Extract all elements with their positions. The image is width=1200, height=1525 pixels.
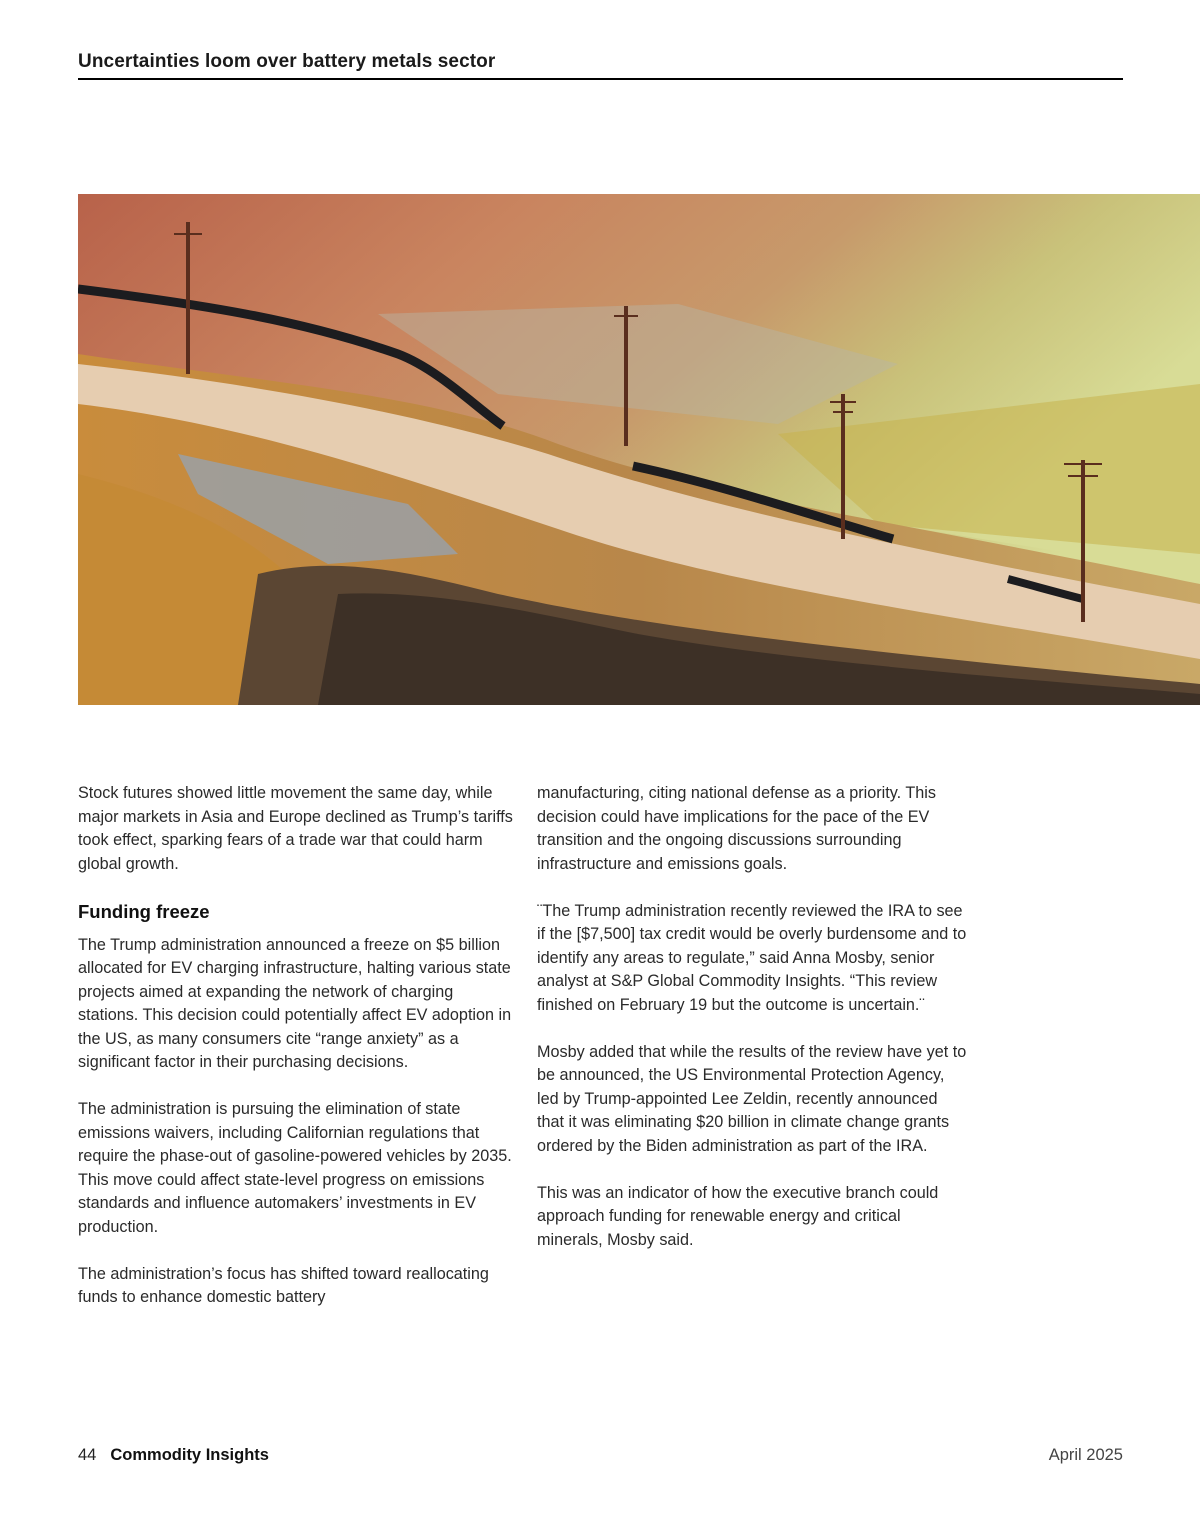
body-paragraph: This was an indicator of how the executive branch could approach funding for renewable energy and critical minerals, Mosby said. [537, 1183, 939, 1249]
quote-paragraph: ¨The Trump administration recently reviewed the IRA to see if the [$7,500] tax credit would be overly burdensome and to identify any areas to regulate,” said Anna Mosby, senior analyst at S&P Global Commodity Insights. “This review finished on February 19 but the outcome is uncertain.¨ [537, 901, 967, 1014]
mine-photo [78, 194, 1200, 705]
section-title: Uncertainties loom over battery metals sector [78, 51, 496, 72]
open-pit-mine-road-icon [78, 194, 1200, 705]
body-paragraph: The administration’s focus has shifted toward reallocating funds to enhance domestic battery [78, 1264, 489, 1306]
page-footer [78, 1444, 1123, 1466]
issue-date: April 2025 [1048, 1446, 1123, 1464]
right-column [537, 782, 967, 1276]
publication-name: Commodity Insights [110, 1446, 269, 1464]
header-rule [78, 78, 1123, 80]
body-paragraph: The administration is pursuing the elimination of state emissions waivers, including Californian regulations that require the phase-out of gasoline-powered vehicles by 2035. This move could affect state-level progress on emissions standards and influence automakers’ investments in EV production. [78, 1100, 512, 1236]
page-number: 44 [78, 1446, 97, 1464]
page-header [78, 50, 1123, 80]
body-paragraph: The Trump administration announced a freeze on $5 billion allocated for EV charging infrastructure, halting various state projects aimed at expanding the network of charging stations. This decision could potentially affect EV adoption in the US, as many consumers cite “range anxiety” as a significant factor in their purchasing decisions. [78, 935, 512, 1071]
subheading-funding-freeze: Funding freeze [78, 900, 210, 922]
body-paragraph: manufacturing, citing national defense as a priority. This decision could have implications for the pace of the EV transition and the ongoing discussions surrounding infrastructure and emissions goals. [537, 784, 936, 873]
body-paragraph: Mosby added that while the results of the review have yet to be announced, the US Environmental Protection Agency, led by Trump-appointed Lee Zeldin, recently announced that it was eliminating $20 billion in climate change grants ordered by the Biden administration as part of the IRA. [537, 1042, 967, 1155]
left-column [78, 782, 518, 1333]
intro-paragraph: Stock futures showed little movement the same day, while major markets in Asia and Europe declined as Trump’s tariffs took effect, sparking fears of a trade war that could harm global growth. [78, 784, 513, 873]
